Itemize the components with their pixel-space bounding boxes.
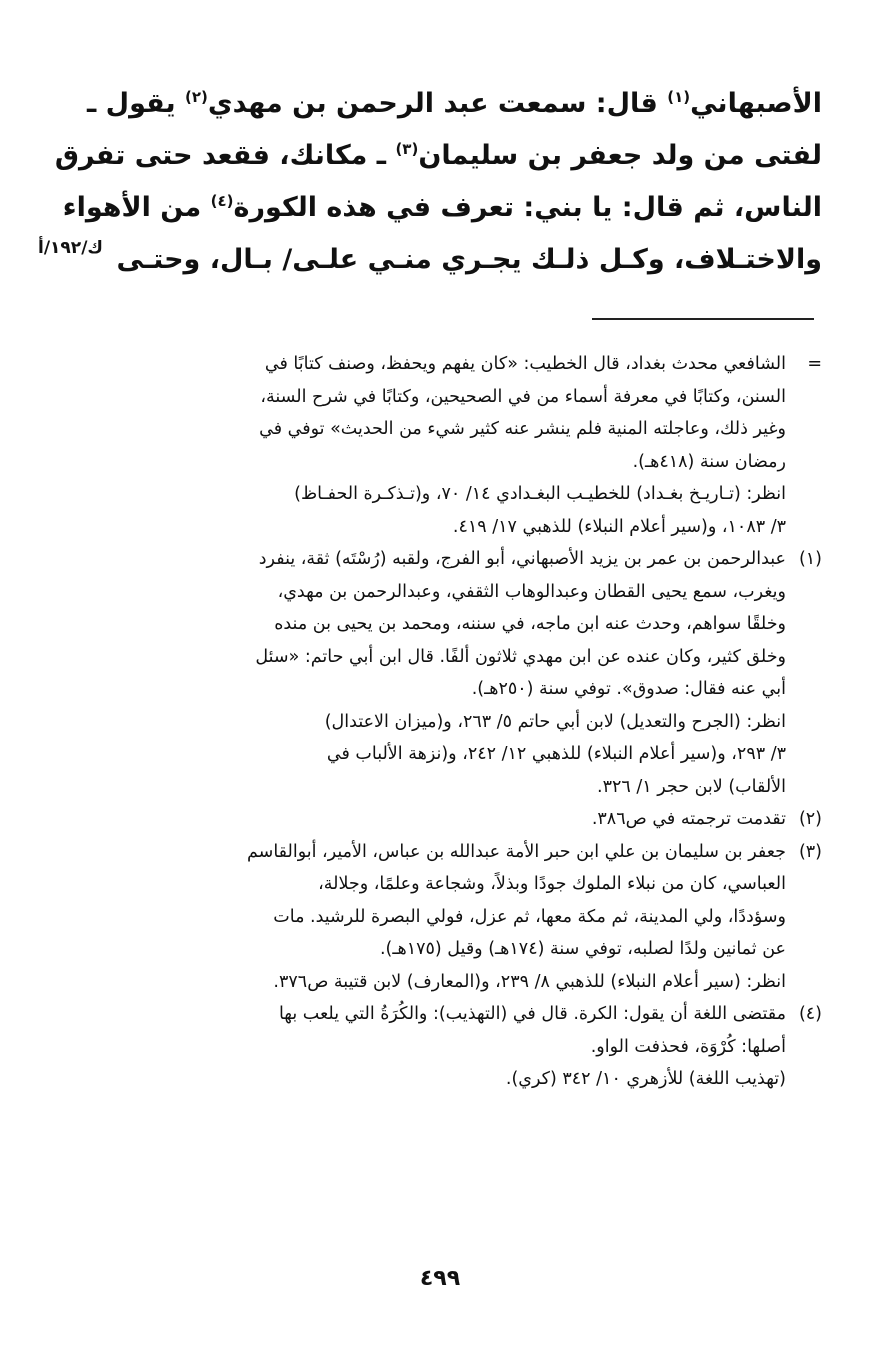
footnote-body (56, 803, 786, 836)
footnote-line: مقتضى اللغة أن يقول: الكرة. قال في (التهذيب): والكُرَةُ التي يلعب بها (278, 1004, 786, 1024)
footnote-marker: (٣) (798, 841, 822, 862)
footnote-line: وخلقًا سواهم، وحدث عنه ابن ماجه، في سننه، ومحمد بن يحيى بن منده (274, 614, 786, 634)
footnote-ref[interactable]: (٤) (210, 192, 234, 210)
footnote-body (56, 543, 786, 803)
main-text-line: والاختـلاف، وكـل ذلـك يجـري منـي علـى/ بـال، وحتـى (116, 244, 822, 275)
footnote-line: (تهذيب اللغة) للأزهري ١٠/ ٣٤٢ (كري). (505, 1069, 786, 1089)
footnote-line: الألقاب) لابن حجر ١/ ٣٢٦. (597, 776, 786, 797)
footnote-ref[interactable]: (٢) (185, 88, 208, 106)
footnote-marker: (٢) (798, 809, 822, 829)
footnote (56, 998, 822, 1096)
footnote (56, 543, 822, 803)
footnote-marker: (١) (798, 549, 822, 569)
main-text-line: لفتى من ولد جعفر بن سليمان$^{(٣)}$ ـ مكانك، فقعد حتى تفرق (54, 140, 822, 171)
manuscript-margin-note: ك/١٩٢/أ (38, 238, 103, 258)
footnotes-section (56, 348, 822, 1096)
footnote-line: انظر: (سير أعلام النبلاء) للذهبي ٨/ ٢٣٩، و(المعارف) لابن قتيبة ص٣٧٦. (273, 971, 786, 992)
footnote-line: ٣/ ٢٩٣، و(سير أعلام النبلاء) للذهبي ١٢/ ٢٤٢، و(نزهة الألباب في (326, 744, 786, 764)
footnote-line: ويغرب، سمع يحيى القطان وعبدالوهاب الثقفي، وعبدالرحمن بن مهدي، (277, 581, 786, 602)
footnote-line: العباسي، كان من نبلاء الملوك جودًا وبذلاً، وشجاعة وعلمًا، وجلالة، (318, 874, 786, 894)
main-text-line: الأصبهاني$^{(١)}$ قال: سمعت عبد الرحمن بن مهدي$^{(٢)}$ يقول ـ (87, 88, 822, 119)
footnote-line: عن ثمانين ولدًا لصلبه، توفي سنة (١٧٤هـ) وقيل (١٧٥هـ). (379, 939, 786, 959)
footnote-line: انظر: (الجرح والتعديل) لابن أبي حاتم ٥/ ٢٦٣، و(ميزان الاعتدال) (324, 711, 786, 732)
footnote-line: جعفر بن سليمان بن علي ابن حبر الأمة عبدالله بن عباس، الأمير، أبوالقاسم (247, 841, 786, 862)
footnote-body (56, 836, 786, 999)
footnote-marker: (٤) (798, 1004, 822, 1024)
main-text-line: الناس، ثم قال: يا بني: تعرف في هذه الكورة$^{(٤)}$ من الأهواء (62, 192, 822, 223)
footnote-line: وغير ذلك، وعاجلته المنية فلم ينشر عنه كثير شيء من الحديث» توفي في (259, 419, 786, 439)
footnote-line: عبدالرحمن بن عمر بن يزيد الأصبهاني، أبو الفرج، ولقبه (رُسْتَه) ثقة، ينفرد (258, 549, 786, 569)
footnote-divider (592, 318, 814, 320)
footnote-line: الشافعي محدث بغداد، قال الخطيب: «كان يفهم ويحفظ، وصنف كتابًا في (264, 354, 786, 374)
footnote-line: أصلها: كُرْوَة، فحذفت الواو. (590, 1036, 786, 1057)
footnote-marker: = (807, 354, 822, 374)
footnote-body (56, 348, 786, 543)
footnote (56, 348, 822, 543)
footnote-body (56, 998, 786, 1096)
footnote-ref[interactable]: (٣) (395, 140, 419, 158)
footnote-line: السنن، وكتابًا في معرفة أسماء من في الصحيحين، وكتابًا في شرح السنة، (260, 386, 786, 407)
page-number: ٤٩٩ (419, 1266, 461, 1291)
footnote (56, 836, 822, 999)
footnote-line: وسؤددًا، ولي المدينة، ثم مكة معها، ثم عزل، فولي البصرة للرشيد. مات (273, 906, 786, 927)
footnote-line: انظر: (تـاريـخ بغـداد) للخطيـب البغـدادي ١٤/ ٧٠، و(تـذكـرة الحفـاظ) (294, 484, 786, 504)
footnote-line: وخلق كثير، وكان عنده عن ابن مهدي ثلاثون ألفًا. قال ابن أبي حاتم: «سئل (255, 646, 786, 667)
footnote-line: ٣/ ١٠٨٣، و(سير أعلام النبلاء) للذهبي ١٧/ ٤١٩. (452, 516, 786, 537)
footnote-line: تقدمت ترجمته في ص٣٨٦. (591, 809, 786, 829)
footnote-line: أبي عنه فقال: صدوق». توفي سنة (٢٥٠هـ). (471, 679, 786, 699)
footnote (56, 803, 822, 836)
footnote-line: رمضان سنة (٤١٨هـ). (632, 451, 786, 472)
footnote-ref[interactable]: (١) (667, 88, 691, 106)
